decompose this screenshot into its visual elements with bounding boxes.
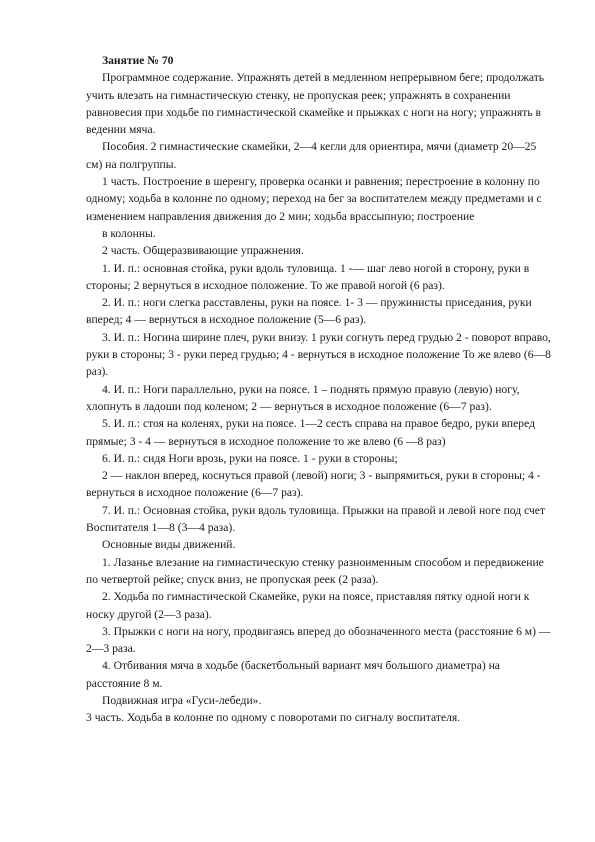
part-one-paragraph: 1 часть. Построение в шеренгу, проверка осанки и равнения; перестроение в колонну по одному; ходьба в колонне по одному; переход на бег за воспитателем между предметами и с изменением направления движения до 2 мин; ходьба врассыпную; построение <box>86 175 542 223</box>
exercise-6-continuation: 2 — наклон вперед, коснуться правой (левой) ноги; 3 - выпрямиться, руки в стороны; 4 - вернуться в исходное положение (6—7 раз). <box>86 469 541 500</box>
exercise-7: 7. И. п.: Основная стойка, руки вдоль туловища. Прыжки на правой и левой ноге под счет Воспитателя 1—8 (3—4 раза). <box>86 503 546 535</box>
part-three-paragraph: 3 часть. Ходьба в колонне по одному с поворотами по сигналу воспитателя. <box>86 711 461 725</box>
exercise-5: 5. И. п.: стоя на коленях, руки на поясе. 1—2 сесть справа на правое бедро, руки вперед прямые; 3 - 4 — вернуться в исходное положение то же влево (6 —8 раз) <box>86 417 535 448</box>
part-one-continuation: в колонны. <box>102 226 156 240</box>
movement-2: 2. Ходьба по гимнастической Скамейке, руки на поясе, приставляя пятку одной ноги к носку другой (2—3 раза). <box>86 590 530 621</box>
part-two-heading: 2 часть. Общеразвивающие упражнения. <box>102 244 304 258</box>
lesson-title: Занятие № 70 <box>102 54 174 67</box>
exercise-2: 2. И. п.: ноги слегка расставлены, руки на поясе. 1- 3 — пружинисты приседания, руки вперед; 4 — вернуться в исходное положение (5—6 раз). <box>86 296 532 327</box>
exercise-4: 4. И. п.: Ноги параллельно, руки на поясе. 1 – поднять прямую правую (левую) ногу, хлопнуть в ладоши под коленом; 2 — вернуться в исходное положение (6—7 раз). <box>86 382 520 413</box>
document-body <box>86 52 554 727</box>
exercise-1: 1. И. п.: основная стойка, руки вдоль туловища. 1 -— шаг лево ногой в сторону, руки в стороны; 2 вернуться в исходное положение. То же правой ногой (6 раз). <box>86 261 530 292</box>
movement-4: 4. Отбивания мяча в ходьбе (баскетбольный вариант мяч большого диаметра) на расстояние 8 м. <box>86 659 500 690</box>
outdoor-game: Подвижная игра «Гуси-лебеди». <box>102 693 262 707</box>
program-content-paragraph: Программное содержание. Упражнять детей в медленном непрерывном беге; продолжать учить влезать на гимнастическую стенку, не пропуская реек; упражнять в сохранении равновесия при ходьбе по гимнастической скамейке и прыжках с ноги на ногу; упражнять в ведении мяча. <box>86 71 545 137</box>
exercise-3: 3. И. п.: Ногина ширине плеч, руки внизу. 1 руки согнуть перед грудью 2 - поворот вправо, руки в стороны; 3 - руки перед грудью; 4 - вернуться в исходное положение То же влево (6—8 раз). <box>86 330 551 379</box>
main-movements-heading: Основные виды движений. <box>102 538 236 552</box>
equipment-paragraph: Пособия. 2 гимнастические скамейки, 2—4 кегли для ориентира, мячи (диаметр 20—25 см) на полгруппы. <box>86 140 537 171</box>
movement-1: 1. Лазанье влезание на гимнастическую стенку разноименным способом и передвижение по четвертой рейке; спуск вниз, не пропуская реек (2 раза). <box>86 555 544 586</box>
movement-3: 3. Прыжки с ноги на ногу, продвигаясь вперед до обозначенного места (расстояние 6 м) — 2—3 раза. <box>86 624 551 656</box>
exercise-6: 6. И. п.: сидя Ноги врозь, руки на поясе. 1 - руки в стороны; <box>102 451 398 465</box>
